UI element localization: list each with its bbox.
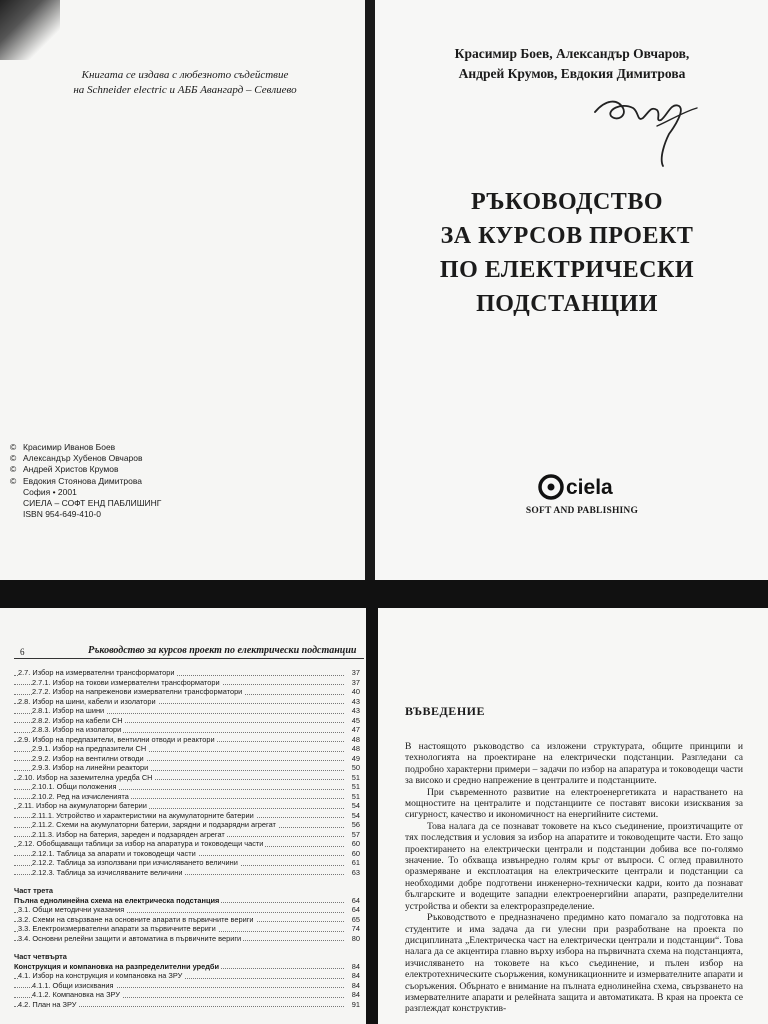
title-page [372,0,768,580]
toc-entry-page: 56 [351,820,360,829]
toc-entry-page: 43 [351,706,360,715]
copyright-line: © Александър Хубенов Овчаров [10,453,143,464]
toc-entry [14,981,360,991]
paragraph: В настоящото ръководство са изложени структурата, общите принципи и технологията на проектиране на електрически подстанции. Разгледани са подробно характерни примери – задачи по избор на апаратура и тоководещи части за високо и средно напрежение в централите и подстанциите. [405,741,743,787]
copyright-line: © Красимир Иванов Боев [10,442,116,452]
book-title: РЪКОВОДСТВО ЗА КУРСОВ ПРОЕКТ ПО ЕЛЕКТРИЧЕСКИ ПОДСТАНЦИИ [439,189,695,317]
toc-entry-title: 2.7.2. Избор на напреженови измервателни трансформатори [32,687,243,696]
toc-entry-title: 2.10. Избор на заземителна уредба СН [18,772,153,782]
toc-entry-title: 3.4. Основни релейни защити и автоматика в първичните вериги [18,933,242,943]
toc-entry-title: 2.8.1. Избор на шини [32,706,105,715]
table-of-contents [14,668,360,1009]
toc-entry [14,915,360,925]
toc-entry-title: 2.11.3. Избор на батерия, зареден и подзаряден агрегат [32,829,225,839]
toc-entry-title: 2.12.1. Таблица за апарати и тоководещи части [32,848,196,858]
paragraph: Това налага да се познават токовете на късо съединение, произтичащите от тях последствия и условия за избор на апаратите и тоководещите части. Ето защо проектирането на електрически централи и подстанции добива все по-голямо значение. То обхваща извънредно голям кръг от въпроси. С оглед правилното оразмеряване и експлоатация на електрическите централи и подстанции са необходими добре подготвени инженерно-технически кадри, които да познават българските и водещите западни електроенергийни апарати, разпределителни устройства и обекти за електроразпределение. [405,820,743,912]
toc-entry-page: 51 [351,782,360,791]
toc-entry-page: 61 [351,858,360,867]
toc-entry-title: 2.10.2. Ред на изчисленията [32,791,129,801]
section-heading: ВЪВЕДЕНИЕ [405,704,485,718]
toc-entry [14,849,360,859]
toc-entry-page: 64 [351,905,360,914]
toc-entry-page: 54 [351,810,360,820]
toc-entry-title: Конструкция и компановка на разпределителни уредби [14,961,220,971]
toc-gap [14,877,360,886]
scan-shadow [0,0,60,60]
toc-entry-page: 65 [351,914,360,924]
page-gutter [0,580,768,608]
copyright-page [0,0,369,580]
toc-entry-title: 2.8.2. Избор на кабели СН [32,715,123,725]
toc-entry-page: 51 [351,772,360,782]
toc-entry-page: 37 [351,677,360,687]
toc-entry-page: 60 [351,839,360,848]
toc-entry [14,773,360,783]
page-gutter [366,600,378,1024]
toc-part-heading [14,962,360,972]
toc-entry [14,905,360,915]
toc-entry-page: 43 [351,696,360,706]
toc-entry [14,858,360,868]
toc-entry-page: 49 [351,753,360,763]
toc-entry-title: 2.9. Избор на предпазители, вентилни отводи и реактори [18,734,215,744]
toc-entry [14,678,360,688]
toc-entry [14,801,360,811]
toc-entry [14,792,360,802]
toc-entry-title: 2.8. Избор на шини, кабели и изолатори [18,696,156,706]
toc-entry [14,868,360,878]
toc-entry-title: 2.7.1. Избор на токови измервателни трансформатори [32,677,220,687]
toc-entry [14,725,360,735]
toc-entry-title: 2.7. Избор на измервателни трансформатори [18,668,175,677]
running-header [14,644,364,659]
toc-entry [14,754,360,764]
isbn: ISBN 954-649-410-0 [23,509,101,520]
ciela-logo [538,472,628,502]
toc-entry [14,744,360,754]
toc-entry-title: Част четвърта [14,952,67,961]
toc-entry-page: 37 [351,668,360,677]
toc-entry-title: 2.12.3. Таблица за изчисляваните величини [32,867,183,877]
toc-entry [14,934,360,944]
paragraph: При съвременното развитие на електроенергетиката и нарастването на мощностите на централите и подстанциите се поставят високи изисквания за сигурност, качество и икономичност на енергийните системи. [405,786,743,821]
toc-entry-page: 80 [351,933,360,943]
toc-entry-page: 74 [351,924,360,933]
toc-entry [14,1000,360,1010]
toc-entry-page: 84 [351,961,360,971]
toc-entry [14,830,360,840]
toc-entry [14,697,360,707]
toc-entry-title: 2.12.2. Таблица за използвани при изчисляването величини [32,858,238,867]
toc-entry-page: 48 [351,744,360,753]
toc-entry [14,716,360,726]
publisher-name: СИЕЛА – СОФТ ЕНД ПАБЛИШИНГ [23,498,162,509]
toc-entry [14,811,360,821]
publisher-subtitle: SOFT AND PABLISHING [525,506,639,516]
svg-text:ciela: ciela [566,476,613,499]
toc-entry-title: 3.1. Общи методични указания [18,905,125,914]
toc-entry-title: 2.11.1. Устройство и характеристики на акумулаторните батерии [32,810,254,820]
author-signature [587,82,717,172]
toc-entry-title: 3.3. Електроизмервателни апарати за първичните вериги [18,924,216,933]
toc-entry [14,971,360,981]
toc-entry-page: 84 [351,980,360,990]
toc-entry-page: 45 [351,715,360,725]
toc-entry-page: 48 [351,734,360,744]
toc-entry [14,668,360,678]
toc-entry-title: 2.9.2. Избор на вентилни отводи [32,753,144,763]
toc-entry-page: 50 [351,763,360,772]
toc-entry-title: 2.10.1. Общи положения [32,782,117,791]
toc-entry-page: 64 [351,895,360,905]
toc-entry [14,706,360,716]
toc-entry-page: 51 [351,791,360,801]
toc-entry-title: 2.12. Обобщаващи таблици за избор на апаратура и тоководещи части [18,839,264,848]
toc-entry-page: 57 [351,829,360,839]
toc-entry-title: 4.1. Избор на конструкция и компановка на ЗРУ [18,971,183,980]
toc-entry [14,735,360,745]
toc-entry-title: 2.11.2. Схеми на акумулаторни батерии, зарядни и подзарядни агрегат [32,820,276,829]
toc-part-heading [14,896,360,906]
toc-entry [14,687,360,697]
toc-entry [14,990,360,1000]
toc-entry-title: 2.9.1. Избор на предпазители СН [32,744,147,753]
toc-entry [14,763,360,773]
page-gutter [365,0,375,585]
toc-entry-title: Част трета [14,886,53,895]
introduction-text [405,741,743,1015]
running-title: Ръководство за курсов проект по електрически подстанции [88,645,357,656]
toc-entry-title: 4.1.2. Компановка на ЗРУ [32,990,121,999]
authors: Красимир Боев, Александър Овчаров, Андрей Крумов, Евдокия Димитрова [454,46,690,81]
toc-entry-page: 54 [351,801,360,810]
toc-entry-title: 4.1.1. Общи изисквания [32,980,114,990]
toc-entry-title: 3.2. Схеми на свързване на основните апарати в първичните вериги [18,914,254,924]
toc-entry-page: 84 [351,971,360,980]
toc-entry-page: 60 [351,848,360,858]
copyright-line: © Евдокия Стоянова Димитрова [10,475,142,486]
page-number: 6 [20,647,25,657]
toc-entry [14,820,360,830]
toc-entry-page: 47 [351,725,360,734]
toc-entry-page: 91 [351,999,360,1009]
copyright-line: © Андрей Христов Крумов [10,464,119,475]
toc-entry-title: Пълна еднолинейна схема на електрическа подстанция [14,895,220,905]
toc-gap [14,943,360,952]
toc-entry-title: 2.11. Избор на акумулаторни батерии [18,801,147,810]
toc-entry [14,839,360,849]
sponsor-note: Книгата се издава с любезното съдействие на Schneider electric и АББ Авангард – Севлиево [73,69,297,96]
toc-entry [14,782,360,792]
toc-entry-title: 4.2. План на ЗРУ [18,999,77,1009]
toc-part-heading [14,886,360,896]
toc-entry [14,924,360,934]
toc-entry-page: 63 [351,867,360,877]
toc-entry-page: 40 [351,687,360,696]
toc-entry-page: 84 [351,990,360,999]
toc-entry-title: 2.9.3. Избор на линейни реактори [32,763,149,772]
copyright-block [10,442,161,520]
publication-place-year: София • 2001 [23,486,77,497]
paragraph: Ръководството е предназначено предимно като помагало за подготовка на студентите и има задача да ги улесни при разработване на проекта по дисциплината „Електрическа част на електрически централи и подстанции“. Това налага да се акцентира главно върху избора на първичната схема на подстанцията, изчисляването на токовете на късо съединение, и пълен избор на електротехническите съоръжения, комуникационните и измервателните апарати и съоръжения. Обърнато е внимание на пълната еднолинейна схема, свързването на измервателните апарати и релейната защита и автоматиката. В края на проекта се разглеждат конструктив- [405,912,743,1015]
toc-part-heading [14,952,360,962]
toc-entry-title: 2.8.3. Избор на изолатори [32,725,122,734]
